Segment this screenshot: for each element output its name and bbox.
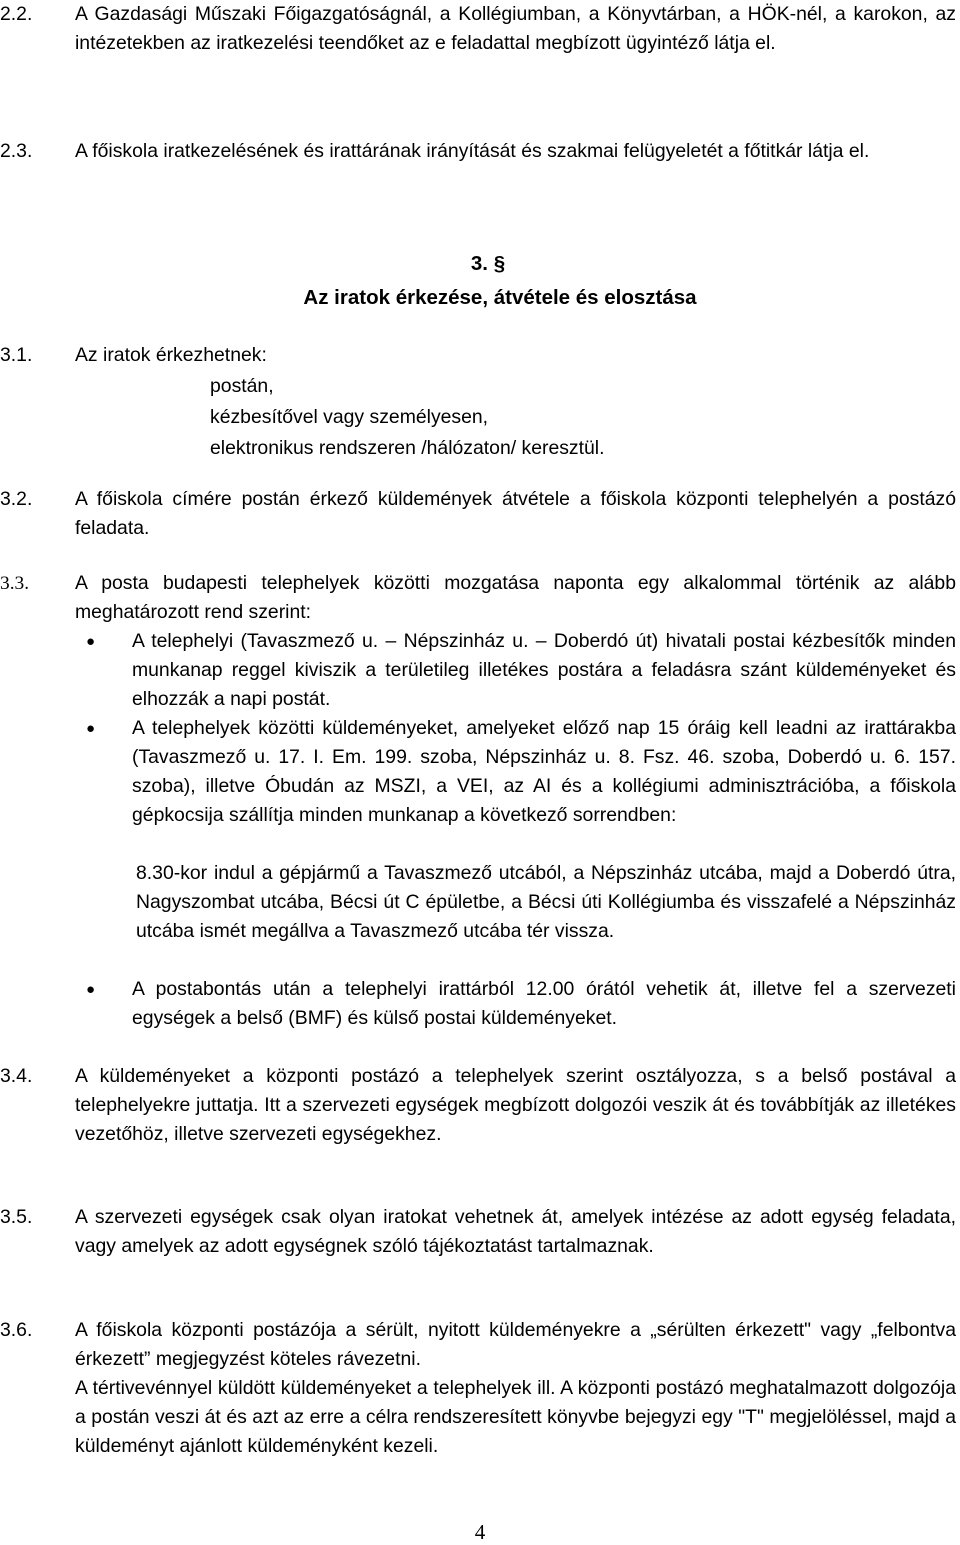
section-text-part-2: A tértivevénnyel küldött küldeményeket a telephelyek ill. A központi postázó meghatalmazott dolgozója a postán veszi át és azt az erre a célra rendszeresített könyvbe bejegyzi egy "T" megjelöléssel, majd a küldeményt ajánlott küldeményként kezeli. [75,1377,956,1457]
bullet-icon: ● [86,981,96,998]
bullet-text: A telephelyi (Tavaszmező u. – Népszinház u. – Doberdó út) hivatali postai kézbesítők minden munkanap reggel kiviszik a területileg illetékes postára a feladásra szánt küldeményeket és elhozzák a napi postát. [132,630,956,710]
section-text: A Gazdasági Műszaki Főigazgatóságnál, a Kollégiumban, a Könyvtárban, a HÖK-nél, a karokon, az intézetekben az iratkezelési teendőket az e feladattal megbízott ügyintéző látja el. [75,3,956,54]
section-number: 3.4. [0,1065,33,1087]
bullet-text: A postabontás után a telephelyi irattárból 12.00 órától vehetik át, illetve fel a szervezeti egységek a belső (BMF) és külső postai küldeményeket. [132,978,956,1029]
section-text: A posta budapesti telephelyek közötti mozgatása naponta egy alkalommal történik az alább meghatározott rend szerint: [75,572,956,623]
list-item: postán, [210,375,274,397]
section-mark: § [493,252,506,275]
section-number: 3.3. [0,573,30,594]
section-text [75,1316,956,1461]
chapter-num: 3. [470,252,488,275]
section-number: 2.3. [0,140,33,162]
section-text: A szervezeti egységek csak olyan iratokat vehetnek át, amelyek intézése az adott egység feladata, vagy amelyek az adott egységnek szóló tájékoztatást tartalmaznak. [75,1206,956,1257]
list-item: kézbesítővel vagy személyesen, [210,406,489,428]
section-number: 3.2. [0,488,33,510]
section-text: A főiskola címére postán érkező küldemények átvétele a főiskola központi telephelyén a postázó feladata. [75,488,956,539]
section-number: 3.6. [0,1319,33,1341]
route-text: 8.30-kor indul a gépjármű a Tavaszmező utcából, a Népszinház utcába, majd a Doberdó útra, Nagyszombat utcába, Bécsi út C épületbe, a Bécsi úti Kollégiumba és visszafelé a Népszinház utcába ismét megállva a Tavaszmező utcába tér vissza. [136,862,956,942]
bullet-icon: ● [86,720,96,737]
section-text: Az iratok érkezhetnek: [75,344,267,366]
section-text: A főiskola iratkezelésének és irattárának irányítását és szakmai felügyeletét a főtitkár látja el. [75,140,870,162]
page-number: 4 [474,1520,486,1544]
section-number: 3.5. [0,1206,33,1228]
section-number: 3.1. [0,344,33,366]
section-text-part-1: A főiskola központi postázója a sérült, nyitott küldeményekre a „sérülten érkezett" vagy „felbontva érkezett” megjegyzést köteles rávezetni. [75,1319,956,1370]
section-number: 2.2. [0,3,33,25]
list-item: elektronikus rendszeren /hálózaton/ keresztül. [210,437,605,459]
chapter-title: Az iratok érkezése, átvétele és elosztása [303,286,697,309]
bullet-text: A telephelyek közötti küldeményeket, amelyeket előző nap 15 óráig kell leadni az irattárakba (Tavaszmező u. 17. I. Em. 199. szoba, Népszinház u. 8. Fsz. 46. szoba, Doberdó u. 6. 157. szoba), illetve Óbudán az MSZI, a VEI, az AI és a kollégiumi adminisztrációba, a főiskola gépkocsija szállítja minden munkanap a következő sorrendben: [132,717,956,826]
bullet-icon: ● [86,633,96,650]
section-text: A küldeményeket a központi postázó a telephelyek szerint osztályozza, s a belső postával a telephelyekre juttatja. Itt a szervezeti egységek megbízott dolgozói veszik át és továbbítják az illetékes vezetőhöz, illetve szervezeti egységekhez. [75,1065,956,1145]
chapter-number [0,252,960,276]
